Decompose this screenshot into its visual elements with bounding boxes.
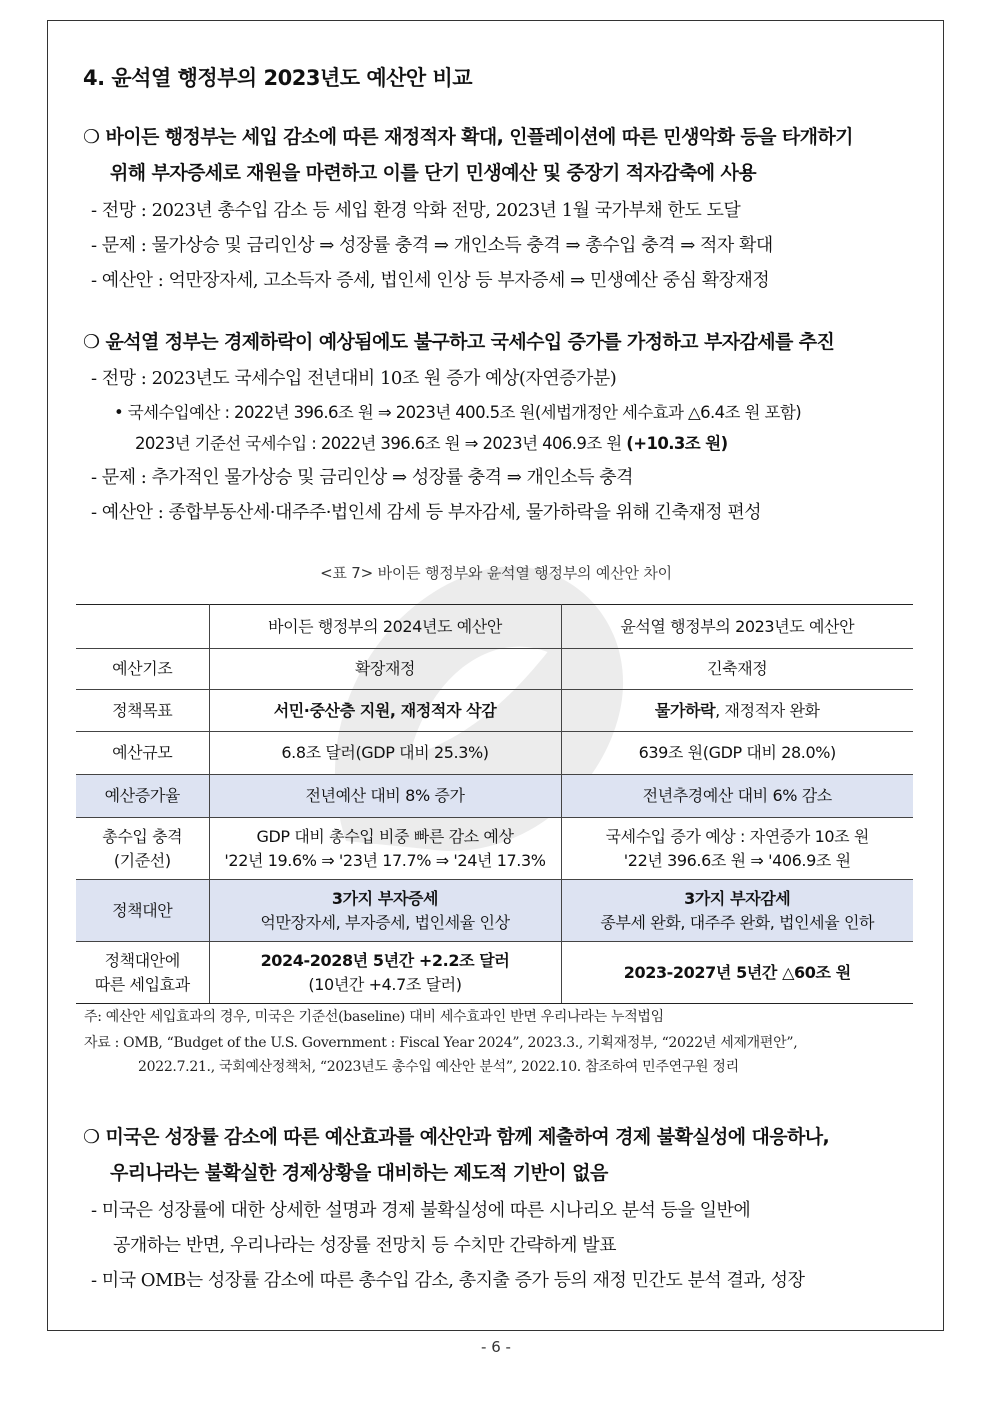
cell-effect-biden — [209, 942, 561, 1004]
row-label-effect — [76, 942, 209, 1004]
row-label-basis: 예산기조 — [76, 649, 209, 690]
cell-alt-biden-line1: 3가지 부자증세 — [331, 888, 439, 908]
cell-shock-biden — [209, 818, 561, 880]
table-note: 주: 예산안 세입효과의 경우, 미국은 기준선(baseline) 대비 세수효과인 반면 우리나라는 누적법임 — [84, 1009, 664, 1025]
dash-us-detail-line2: 공개하는 반면, 우리나라는 성장률 전망치 등 수치만 간략하게 발표 — [113, 1235, 616, 1256]
cell-alt-yoon-line2: 종부세 완화, 대주주 완화, 법인세율 인하 — [600, 912, 875, 932]
cell-alt-yoon — [561, 880, 913, 942]
table-row — [76, 732, 913, 775]
cell-effect-yoon: 2023-2027년 5년간 △60조 원 — [561, 942, 913, 1004]
table-source-line1: 자료 : OMB, “Budget of the U.S. Government : Fiscal Year 2024”, 2023.3., 기획재정부, “2022년 세제개편안”, — [84, 1035, 798, 1051]
cell-alt-biden — [209, 880, 561, 942]
bullet-us-line1: ❍ 미국은 성장률 감소에 따른 예산효과를 예산안과 함께 제출하여 경제 불확실성에 대응하나, — [83, 1126, 830, 1148]
dash-us-detail-line1: - 미국은 성장률에 대한 상세한 설명과 경제 불확실성에 따른 시나리오 분석 등을 일반에 — [91, 1200, 751, 1221]
cell-size-biden: 6.8조 달러(GDP 대비 25.3%) — [209, 732, 561, 775]
row-label-shock-line1: 총수입 충격 — [102, 826, 183, 846]
cell-goal-yoon-bold: 물가하락 — [654, 700, 716, 720]
sub-baseline-delta: (+10.3조 원) — [626, 434, 728, 453]
dash-problem-yoon: - 문제 : 추가적인 물가상승 및 금리인상 ⇒ 성장률 충격 ⇒ 개인소득 충격 — [91, 467, 634, 488]
sub-baseline-revenue — [135, 430, 728, 454]
dash-budget-biden: - 예산안 : 억만장자세, 고소득자 증세, 법인세 인상 등 부자증세 ⇒ 민생예산 중심 확장재정 — [91, 270, 770, 291]
cell-basis-biden: 확장재정 — [209, 649, 561, 690]
dash-outlook-yoon: - 전망 : 2023년도 국세수입 전년대비 10조 원 증가 예상(자연증가분) — [91, 368, 617, 389]
section-title: 4. 윤석열 행정부의 2023년도 예산안 비교 — [83, 66, 473, 90]
header-biden: 바이든 행정부의 2024년도 예산안 — [209, 605, 561, 649]
cell-shock-yoon-line1: 국세수입 증가 예상 : 자연증가 10조 원 — [605, 826, 869, 846]
cell-effect-biden-line2: (10년간 +4.7조 달러) — [308, 974, 462, 994]
dash-problem-biden: - 문제 : 물가상승 및 금리인상 ⇒ 성장률 충격 ⇒ 개인소득 충격 ⇒ 총수입 충격 ⇒ 적자 확대 — [91, 235, 773, 256]
header-empty-cell — [76, 605, 209, 649]
cell-growth-biden: 전년예산 대비 8% 증가 — [209, 775, 561, 818]
row-label-goal: 정책목표 — [76, 690, 209, 732]
cell-goal-biden: 서민·중산층 지원, 재정적자 삭감 — [209, 690, 561, 732]
cell-shock-yoon-line2: '22년 396.6조 원 ⇒ '406.9조 원 — [623, 850, 851, 870]
sub-baseline-text: 2023년 기준선 국세수입 : 2022년 396.6조 원 ⇒ 2023년 406.9조 원 — [135, 434, 627, 453]
cell-alt-yoon-line1: 3가지 부자감세 — [684, 888, 791, 908]
cell-shock-biden-line1: GDP 대비 총수입 비중 빠른 감소 예상 — [256, 826, 514, 846]
bullet-yoon-line1: ❍ 윤석열 정부는 경제하락이 예상됨에도 불구하고 국세수입 증가를 가정하고 부자감세를 추진 — [83, 331, 835, 353]
row-label-alt: 정책대안 — [76, 880, 209, 942]
table-row — [76, 649, 913, 690]
cell-effect-biden-line1: 2024-2028년 5년간 +2.2조 달러 — [260, 950, 510, 970]
bullet-us-line2: 우리나라는 불확실한 경제상황을 대비하는 제도적 기반이 없음 — [110, 1162, 608, 1184]
table-row — [76, 942, 913, 1004]
row-label-effect-line2: 따른 세입효과 — [94, 974, 190, 994]
table-row — [76, 880, 913, 942]
cell-goal-yoon — [561, 690, 913, 732]
dash-omb: - 미국 OMB는 성장률 감소에 따른 총수입 감소, 총지출 증가 등의 재정 민간도 분석 결과, 성장 — [91, 1270, 805, 1291]
page-number: - 6 - — [481, 1338, 511, 1356]
table-source-line2: 2022.7.21., 국회예산정책처, “2023년도 총수입 예산안 분석”, 2022.10. 참조하여 민주연구원 정리 — [138, 1059, 739, 1075]
cell-basis-yoon: 긴축재정 — [561, 649, 913, 690]
row-label-effect-line1: 정책대안에 — [104, 950, 180, 970]
row-label-size: 예산규모 — [76, 732, 209, 775]
table-row — [76, 818, 913, 880]
dash-budget-yoon: - 예산안 : 종합부동산세·대주주·법인세 감세 등 부자감세, 물가하락을 위해 긴축재정 편성 — [91, 502, 762, 523]
cell-shock-yoon — [561, 818, 913, 880]
cell-shock-biden-line2: '22년 19.6% ⇒ '23년 17.7% ⇒ '24년 17.3% — [224, 850, 546, 870]
row-label-growth: 예산증가율 — [76, 775, 209, 818]
cell-alt-biden-line2: 억만장자세, 부자증세, 법인세율 인상 — [260, 912, 510, 932]
cell-size-yoon: 639조 원(GDP 대비 28.0%) — [561, 732, 913, 775]
row-label-shock-line2: (기준선) — [113, 850, 171, 870]
row-label-shock — [76, 818, 209, 880]
bullet-biden-line2: 위해 부자증세로 재원을 마련하고 이를 단기 민생예산 및 중장기 적자감축에 사용 — [110, 162, 757, 184]
header-yoon: 윤석열 행정부의 2023년도 예산안 — [561, 605, 913, 649]
table-caption: <표 7> 바이든 행정부와 윤석열 행정부의 예산안 차이 — [320, 564, 672, 582]
bullet-biden-line1: ❍ 바이든 행정부는 세입 감소에 따른 재정적자 확대, 인플레이션에 따른 민생악화 등을 타개하기 — [83, 126, 853, 148]
budget-comparison-table — [76, 604, 913, 1004]
table-row — [76, 690, 913, 732]
table-row — [76, 775, 913, 818]
dash-outlook-biden: - 전망 : 2023년 총수입 감소 등 세입 환경 악화 전망, 2023년 1월 국가부채 한도 도달 — [91, 200, 741, 221]
cell-growth-yoon: 전년추경예산 대비 6% 감소 — [561, 775, 913, 818]
table-header-row — [76, 605, 913, 649]
sub-tax-revenue-budget: • 국세수입예산 : 2022년 396.6조 원 ⇒ 2023년 400.5조 원(세법개정안 세수효과 △6.4조 원 포함) — [114, 403, 802, 422]
cell-goal-yoon-rest: , 재정적자 완화 — [715, 700, 820, 720]
